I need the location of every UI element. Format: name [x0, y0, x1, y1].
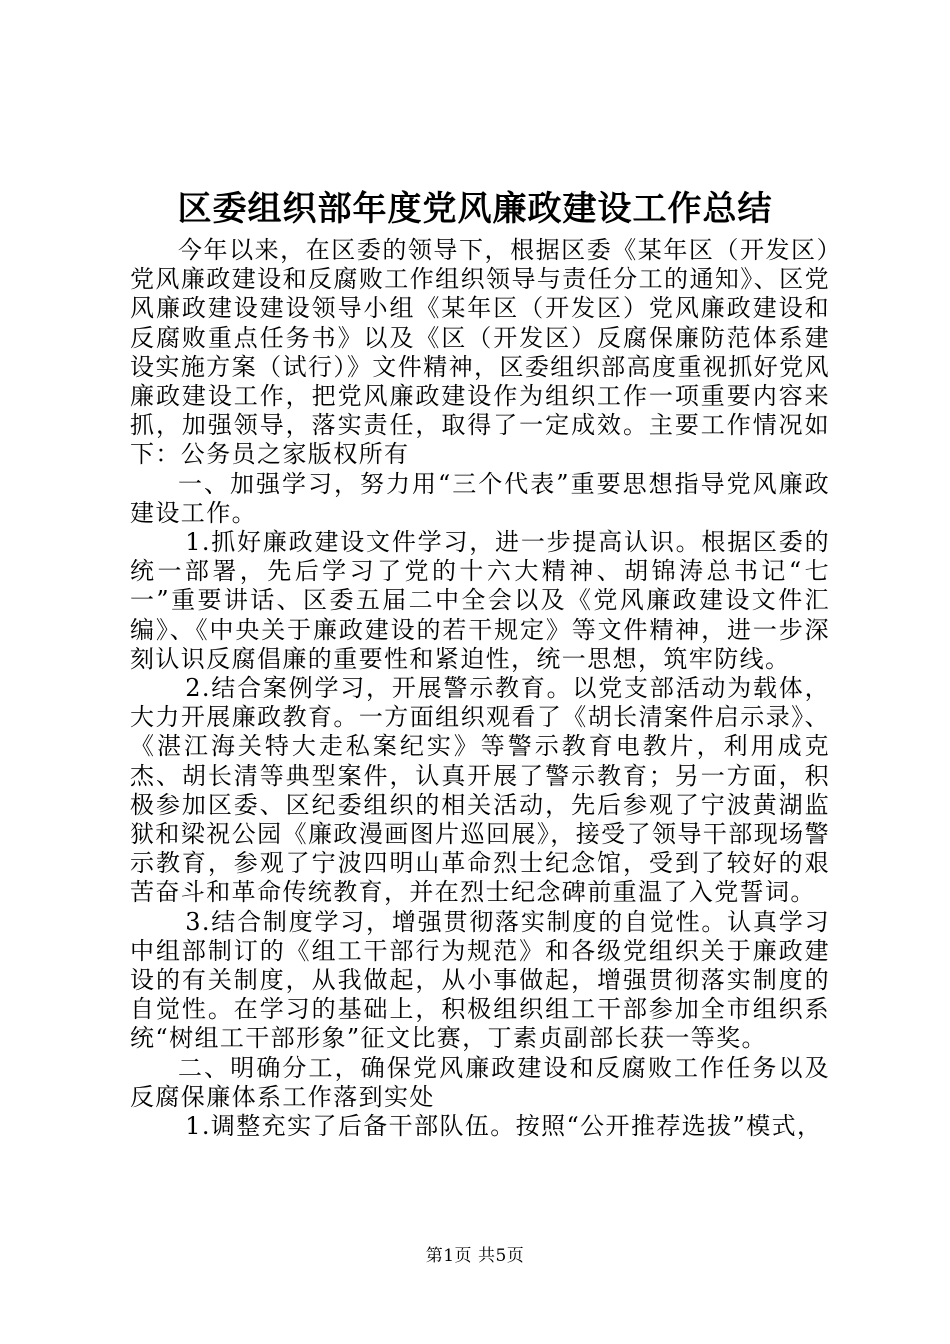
- item-paragraph-1-3: 3.结合制度学习，增强贯彻落实制度的自觉性。认真学习中组部制订的《组工干部行为规范》和各级党组织关于廉政建设的有关制度，从我做起，从小事做起，增强贯彻落实制度的自觉性。在学习的基础上，积极组织组工干部参加全市组织系统“树组工干部形象”征文比赛，丁素贞副部长获一等奖。: [130, 907, 830, 1053]
- intro-paragraph: 今年以来，在区委的领导下，根据区委《某年区（开发区）党风廉政建设和反腐败工作组织领导与责任分工的通知》、区党风廉政建设建设领导小组《某年区（开发区）党风廉政建设和反腐败重点任务书》以及《区（开发区）反腐保廉防范体系建设实施方案（试行）》文件精神，区委组织部高度重视抓好党风廉政建设工作，把党风廉政建设作为组织工作一项重要内容来抓，加强领导，落实责任，取得了一定成效。主要工作情况如下：公务员之家版权所有: [130, 236, 830, 469]
- document-title: 区委组织部年度党风廉政建设工作总结: [177, 189, 773, 229]
- item-paragraph-2-1: 1.调整充实了后备干部队伍。按照“公开推荐选拔”模式，: [185, 1112, 823, 1141]
- section-heading-2: 二、明确分工，确保党风廉政建设和反腐败工作任务以及反腐保廉体系工作落到实处: [130, 1053, 830, 1111]
- document-body: [130, 236, 830, 1141]
- page-footer: 第1页 共5页: [425, 1246, 525, 1266]
- item-paragraph-1-2: 2.结合案例学习，开展警示教育。以党支部活动为载体，大力开展廉政教育。一方面组织观看了《胡长清案件启示录》、《湛江海关特大走私案纪实》等警示教育电教片，利用成克杰、胡长清等典型案件，认真开展了警示教育；另一方面，积极参加区委、区纪委组织的相关活动，先后参观了宁波黄湖监狱和梁祝公园《廉政漫画图片巡回展》，接受了领导干部现场警示教育，参观了宁波四明山革命烈士纪念馆，受到了较好的艰苦奋斗和革命传统教育，并在烈士纪念碑前重温了入党誓词。: [130, 674, 830, 907]
- item-paragraph-1-1: 1.抓好廉政建设文件学习，进一步提高认识。根据区委的统一部署，先后学习了党的十六大精神、胡锦涛总书记“七一”重要讲话、区委五届二中全会以及《党风廉政建设文件汇编》、《中央关于廉政建设的若干规定》等文件精神，进一步深刻认识反腐倡廉的重要性和紧迫性，统一思想，筑牢防线。: [130, 528, 830, 673]
- section-heading-1: 一、加强学习，努力用“三个代表”重要思想指导党风廉政建设工作。: [130, 469, 830, 527]
